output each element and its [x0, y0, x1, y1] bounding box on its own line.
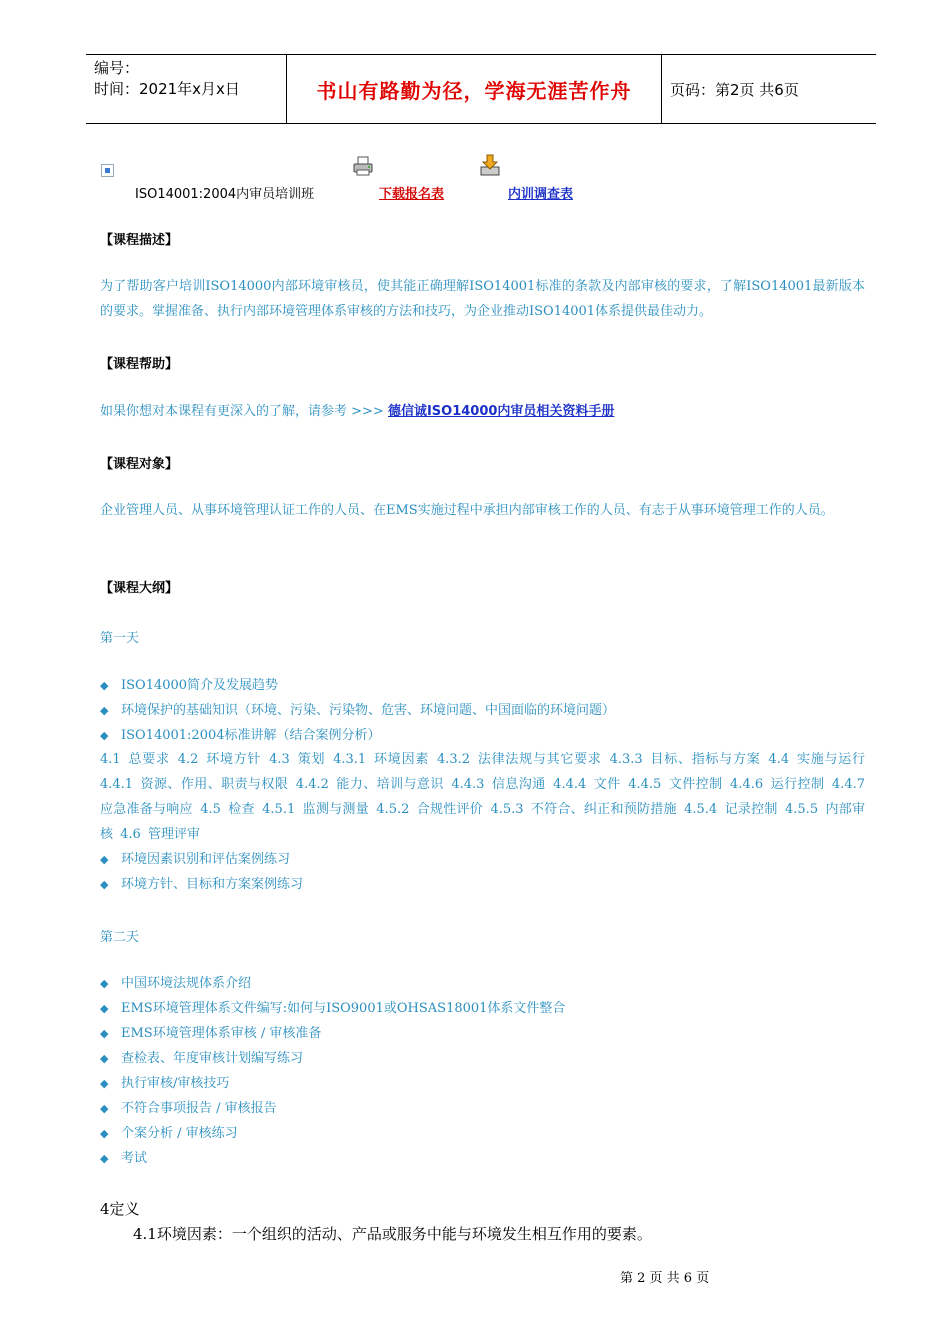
- download-form-link[interactable]: 下载报名表: [379, 187, 445, 202]
- help-text: 如果你想对本课程有更深入的了解，请参考 >>>: [100, 404, 388, 419]
- target-heading: 【课程对象】: [100, 457, 179, 472]
- diamond-bullet-icon: ◆: [100, 1127, 109, 1140]
- header-meta: [86, 55, 286, 123]
- page-footer: 第 2 页 共 6 页: [620, 1271, 710, 1286]
- list-item: ◆ EMS环境管理体系文件编写:如何与ISO9001或OHSAS18001体系文件整合: [100, 996, 865, 1021]
- list-item: ◆ 个案分析 / 审核练习: [100, 1121, 865, 1146]
- list-item: ◆ 查检表、年度审核计划编写练习: [100, 1046, 865, 1071]
- diamond-bullet-icon: ◆: [100, 1077, 109, 1090]
- day1-list-a: [100, 673, 865, 748]
- definition-heading: 4定义: [100, 1200, 140, 1218]
- day2-list: [100, 971, 865, 1171]
- list-item: ◆ 环境保护的基础知识（环境、污染、污染物、危害、环境问题、中国面临的环境问题）: [100, 698, 865, 723]
- course-title: ISO14001:2004内审员培训班: [135, 187, 315, 202]
- day1-title: 第一天: [100, 631, 140, 646]
- printer-icon[interactable]: [352, 156, 374, 180]
- survey-form-link[interactable]: 内训调查表: [508, 187, 574, 202]
- desc-heading: 【课程描述】: [100, 233, 179, 248]
- list-item: ◆ EMS环境管理体系审核 / 审核准备: [100, 1021, 865, 1046]
- diamond-bullet-icon: ◆: [100, 1052, 109, 1065]
- definition-text: 4.1环境因素：一个组织的活动、产品或服务中能与环境发生相互作用的要素。: [133, 1225, 652, 1243]
- outline-heading: 【课程大纲】: [100, 581, 179, 596]
- diamond-bullet-icon: ◆: [100, 1002, 109, 1015]
- reference-manual-link[interactable]: 德信诚ISO14000内审员相关资料手册: [387, 404, 615, 419]
- header-page-info: 页码：第2页 共6页: [670, 80, 799, 99]
- document-header: [86, 54, 876, 124]
- day2-title: 第二天: [100, 930, 140, 945]
- list-item: ◆ 不符合事项报告 / 审核报告: [100, 1096, 865, 1121]
- diamond-bullet-icon: ◆: [100, 977, 109, 990]
- list-item: ◆ 中国环境法规体系介绍: [100, 971, 865, 996]
- list-item: ◆ 环境因素识别和评估案例练习: [100, 847, 865, 872]
- header-motto: 书山有路勤为径，学海无涯苦作舟: [286, 55, 662, 123]
- help-paragraph: [100, 399, 865, 424]
- list-item: ◆ ISO14000简介及发展趋势: [100, 673, 865, 698]
- list-item: ◆ 考试: [100, 1146, 865, 1171]
- doc-time-label: 时间：2021年x月x日: [94, 80, 240, 98]
- diamond-bullet-icon: ◆: [100, 878, 109, 891]
- help-heading: 【课程帮助】: [100, 357, 179, 372]
- day1-list-b: [100, 847, 865, 897]
- download-icon[interactable]: [479, 153, 501, 181]
- day1-clauses: 4.1 总要求 4.2 环境方针 4.3 策划 4.3.1 环境因素 4.3.2 法律法规与其它要求 4.3.3 目标、指标与方案 4.4 实施与运行 4.4.1 资源、作用、职责与权限 4.4.2 能力、培训与意识 4.4.3 信息沟通 4.4.4 文件 4.4.5 文件控制 4.4.6 运行控制 4.4.7 应急准备与响应 4.5 检查 4.5.1 监测与测量 4.5.2 合规性评价 4.5.3 不符合、纠正和预防措施 4.5.4 记录控制 4.5.5 内部审核 4.6 管理评审: [100, 752, 865, 842]
- target-text: 企业管理人员、从事环境管理认证工作的人员、在EMS实施过程中承担内部审核工作的人员、有志于从事环境管理工作的人员。: [100, 503, 834, 518]
- diamond-bullet-icon: ◆: [100, 853, 109, 866]
- diamond-bullet-icon: ◆: [100, 1152, 109, 1165]
- list-item: ◆ ISO14001:2004标准讲解（结合案例分析）: [100, 723, 865, 748]
- diamond-bullet-icon: ◆: [100, 1102, 109, 1115]
- desc-text: 为了帮助客户培训ISO14000内部环境审核员，使其能正确理解ISO14001标准的条款及内部审核的要求，了解ISO14001最新版本的要求。掌握准备、执行内部环境管理体系审核的方法和技巧，为企业推动ISO14001体系提供最佳动力。: [100, 279, 865, 319]
- diamond-bullet-icon: ◆: [100, 679, 109, 692]
- diamond-bullet-icon: ◆: [100, 1027, 109, 1040]
- diamond-bullet-icon: ◆: [100, 704, 109, 717]
- diamond-bullet-icon: ◆: [100, 729, 109, 742]
- list-item: ◆ 环境方针、目标和方案案例练习: [100, 872, 865, 897]
- list-item: ◆ 执行审核/审核技巧: [100, 1071, 865, 1096]
- doc-code-label: 编号：: [94, 59, 140, 77]
- broken-image-icon: [101, 164, 114, 177]
